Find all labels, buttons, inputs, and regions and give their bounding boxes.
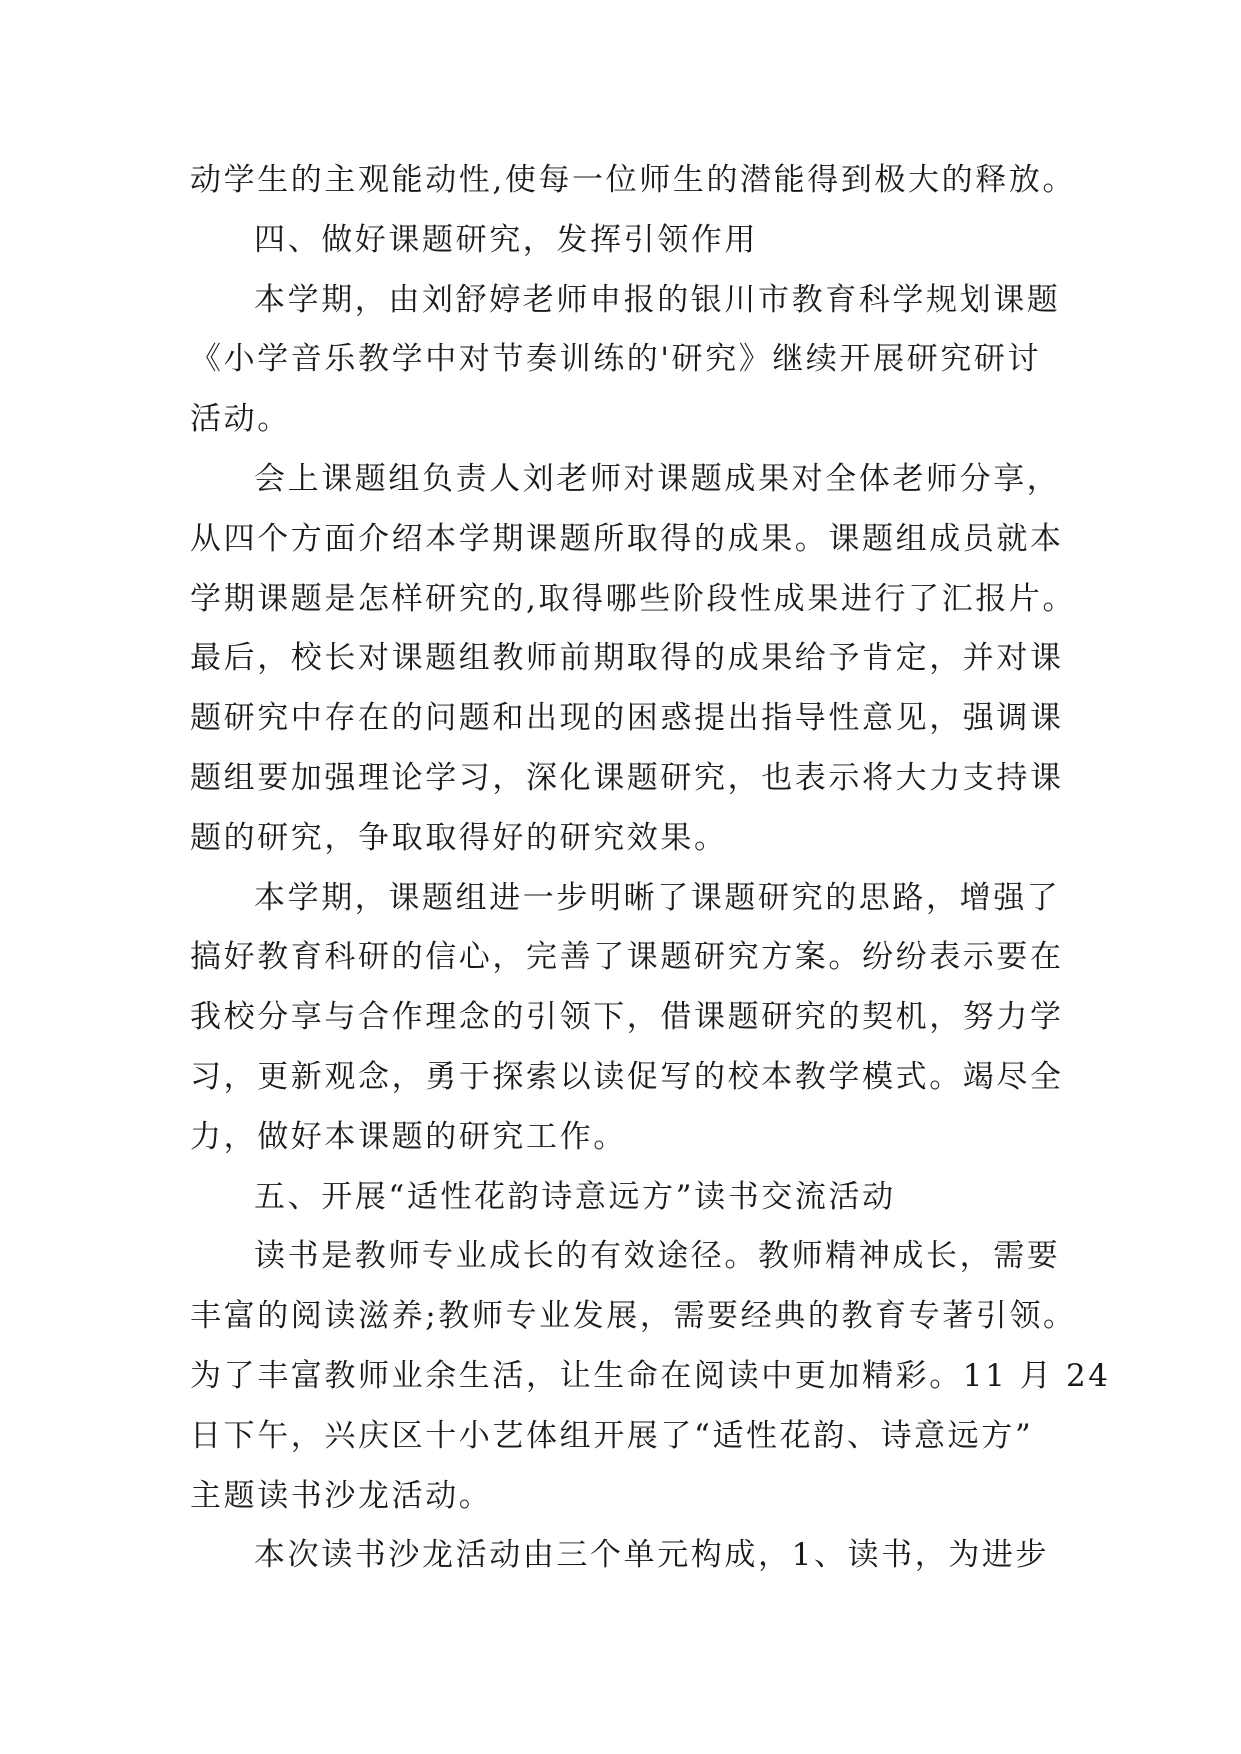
text-line: 力，做好本课题的研究工作。 bbox=[190, 1118, 627, 1155]
section-heading: 五、开展“适性花韵诗意远方”读书交流活动 bbox=[254, 1178, 896, 1215]
text-line: 我校分享与合作理念的引领下，借课题研究的契机，努力学 bbox=[190, 999, 1064, 1036]
text-line: 活动。 bbox=[190, 401, 291, 438]
text-line: 最后，校长对课题组教师前期取得的成果给予肯定，并对课 bbox=[190, 640, 1064, 677]
text-line: 本学期，由刘舒婷老师申报的银川市教育科学规划课题 bbox=[254, 281, 1061, 318]
section-heading: 四、做好课题研究，发挥引领作用 bbox=[254, 221, 758, 258]
text-line: 搞好教育科研的信心，完善了课题研究方案。纷纷表示要在 bbox=[190, 939, 1064, 976]
text-line: 学期课题是怎样研究的,取得哪些阶段性成果进行了汇报片。 bbox=[190, 580, 1077, 617]
text-line: 日下午，兴庆区十小艺体组开展了“适性花韵、诗意远方” bbox=[190, 1417, 1034, 1454]
text-line: 本次读书沙龙活动由三个单元构成，1、读书，为进步 bbox=[254, 1537, 1050, 1574]
text-line: 《小学音乐教学中对节奏训练的'研究》继续开展研究研讨 bbox=[190, 341, 1042, 378]
text-line: 为了丰富教师业余生活，让生命在阅读中更加精彩。11 月 24 bbox=[190, 1357, 1111, 1394]
text-line: 主题读书沙龙活动。 bbox=[190, 1477, 493, 1514]
text-line: 题研究中存在的问题和出现的困惑提出指导性意见，强调课 bbox=[190, 700, 1064, 737]
text-line: 题的研究，争取取得好的研究效果。 bbox=[190, 819, 728, 856]
text-line: 从四个方面介绍本学期课题所取得的成果。课题组成员就本 bbox=[190, 520, 1064, 557]
text-line: 题组要加强理论学习，深化课题研究，也表示将大力支持课 bbox=[190, 759, 1064, 796]
text-line: 习，更新观念，勇于探索以读促写的校本教学模式。竭尽全 bbox=[190, 1058, 1064, 1095]
text-line: 会上课题组负责人刘老师对课题成果对全体老师分享， bbox=[254, 460, 1061, 497]
text-line: 动学生的主观能动性,使每一位师生的潜能得到极大的释放。 bbox=[190, 162, 1077, 198]
text-line: 读书是教师专业成长的有效途径。教师精神成长，需要 bbox=[254, 1238, 1061, 1275]
text-line: 丰富的阅读滋养;教师专业发展，需要经典的教育专著引领。 bbox=[190, 1298, 1077, 1335]
body-text bbox=[190, 151, 1111, 1586]
text-line: 本学期，课题组进一步明晰了课题研究的思路，增强了 bbox=[254, 879, 1061, 916]
